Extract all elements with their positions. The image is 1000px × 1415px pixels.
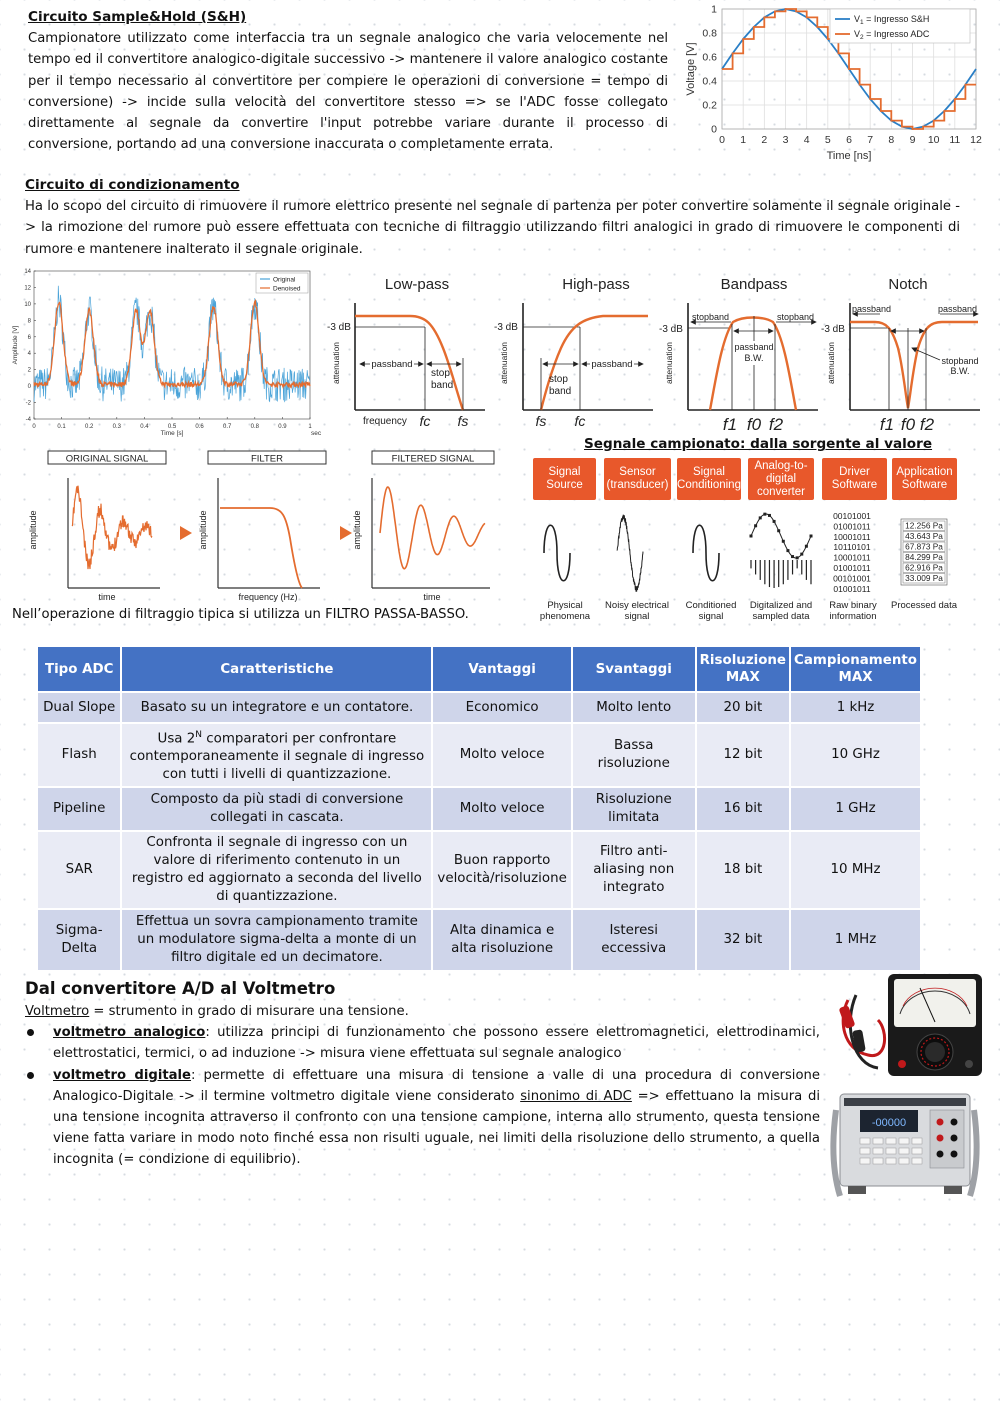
bandpass-title: Bandpass [720, 276, 788, 293]
analog-multimeter-image [838, 970, 988, 1078]
x-tick-label: 2 [761, 134, 768, 146]
notch-diagram [821, 276, 980, 434]
pipeline-box-driver: Driver Software [822, 458, 887, 500]
bandpass-db: -3 dB [659, 324, 683, 335]
y-tick-label: 0.2 [702, 99, 717, 112]
table-cell: Molto lento [572, 692, 696, 723]
table-row [37, 831, 921, 909]
highpass-db: -3 dB [494, 322, 518, 333]
binary-value: 10001011 [833, 531, 871, 542]
lowpass-frequency: frequency [363, 416, 407, 427]
caption-processed: Processed data [890, 600, 957, 611]
x-tick-label: 7 [867, 134, 874, 146]
table-header: Caratteristiche [121, 646, 432, 692]
table-cell: Composto da più stadi di conversione collegati in cascata. [121, 787, 432, 831]
y-tick-label: 12 [24, 285, 31, 292]
bandpass-bw: B.W. [744, 353, 764, 363]
notch-passband-right: passband [938, 304, 978, 314]
caption-conditioned: Conditioned signal [685, 600, 737, 622]
table-header: Risoluzione MAX [696, 646, 790, 692]
x-tick-label: 9 [909, 134, 916, 146]
filtered-amplitude: amplitude [352, 510, 362, 550]
voltmeter-definition-text: = strumento in grado di misurare una tensione. [89, 1004, 409, 1019]
list-item [25, 1022, 820, 1064]
filter-amplitude: amplitude [198, 510, 208, 550]
y-tick-label: 0.8 [702, 27, 717, 40]
processed-value: 43.643 Pa [905, 531, 943, 541]
bandpass-stopband-left: stopband [692, 312, 730, 322]
arrow-icon [340, 526, 352, 540]
x-axis-label: Time [s] [160, 430, 184, 437]
binary-value: 10110101 [833, 542, 871, 553]
bandpass-f1: f1 [722, 415, 738, 434]
highpass-ylabel: attenuation [499, 341, 509, 385]
binary-value: 01001011 [833, 583, 871, 594]
table-cell: 10 GHz [790, 723, 921, 787]
y-tick-label: 1 [711, 3, 717, 16]
table-cell: Usa $2^N$ comparatori per confrontare contemporaneamente il segnale di ingresso con tutti i livelli di quantizzazione. [121, 723, 432, 787]
table-cell: SAR [37, 831, 121, 909]
lowpass-band: band [431, 380, 454, 391]
sample-hold-chart [680, 0, 985, 168]
table-cell: Flash [37, 723, 121, 787]
bandpass-stopband-right: stopband [777, 312, 815, 322]
digital-voltmeter-text-2: => effettuano la misura di una tensione incognita attraverso il confronto con una tensione campione, interna allo strumento, questa tensione viene fatta variare in modo noto finché essa non risulti uguale, nei limiti della risoluzione dello strumento, a quella incognita (= condizione di equilibrio). [53, 1088, 820, 1168]
x-tick-label: 0.3 [112, 424, 121, 430]
conditioning-note: Nell’operazione di filtraggio tipica si utilizza un FILTRO PASSA-BASSO. [12, 607, 469, 622]
legend-entry: Original [273, 276, 296, 284]
highpass-band: band [549, 386, 572, 397]
bandpass-f0: f0 [746, 415, 762, 434]
conditioning-section [25, 175, 960, 260]
binary-value: 00101001 [833, 573, 871, 584]
caption-binary: Raw binary information [829, 600, 877, 622]
legend-entry: Denoised [273, 285, 301, 293]
x-tick-label: 11 [949, 134, 961, 146]
binary-value: 00101001 [833, 511, 871, 521]
x-tick-label: 0.8 [250, 424, 259, 430]
bandpass-ylabel: attenuation [664, 341, 674, 385]
notch-bw: B.W. [950, 366, 970, 376]
y-tick-label: 0 [27, 384, 31, 391]
table-cell: 12 bit [696, 723, 790, 787]
bandpass-passband: passband [734, 342, 774, 352]
x-tick-label: 0.7 [223, 424, 232, 430]
x-tick-label: 0.5 [167, 424, 177, 430]
pipeline-box-source: Signal Source [533, 458, 596, 500]
y-tick-label: 2 [27, 367, 31, 374]
series-line-denoised [34, 301, 310, 387]
table-cell: Buon rapporto velocità/risoluzione [432, 831, 571, 909]
table-cell: 1 kHz [790, 692, 921, 723]
pipeline-signals [533, 506, 963, 600]
y-tick-label: 14 [24, 269, 31, 275]
notch-f2: f2 [919, 415, 935, 434]
x-tick-label: 0.4 [140, 424, 149, 430]
pipeline-title: Segnale campionato: dalla sorgente al valore [584, 436, 933, 452]
binary-value: 01001011 [833, 521, 871, 532]
caption-physical: Physical phenomena [539, 600, 591, 622]
table-cell: 10 MHz [790, 831, 921, 909]
highpass-passband: passband [591, 359, 633, 370]
x-tick-label: 0 [32, 424, 36, 430]
table-cell: Effettua un sovra campionamento tramite un modulatore sigma-delta a monte di un filtro digitale ed un decimatore. [121, 909, 432, 971]
x-tick-label: 0.1 [57, 424, 66, 430]
list-item [25, 1065, 820, 1171]
y-tick-label: 8 [27, 318, 31, 325]
filter-responses-diagram [325, 268, 990, 438]
original-amplitude: amplitude [28, 510, 38, 550]
sample-hold-section [28, 7, 668, 155]
x-tick-label: 5 [824, 134, 831, 146]
processed-value: 12.256 Pa [905, 520, 943, 531]
table-cell: Alta dinamica e alta risoluzione [432, 909, 571, 971]
notch-stopband: stopband [941, 356, 979, 366]
table-cell: Filtro anti-aliasing non integrato [572, 831, 696, 909]
y-tick-label: -2 [25, 400, 31, 407]
table-cell: Isteresi eccessiva [572, 909, 696, 971]
filtered-waveform [380, 487, 485, 569]
pipeline-box-sensor: Sensor (transducer) [604, 458, 671, 500]
y-axis-label: Amplitude [V] [12, 325, 19, 365]
x-tick-label: 10 [927, 134, 940, 146]
analog-voltmeter-term: voltmetro analogico [53, 1025, 206, 1041]
x-tick-label: 1 [740, 134, 747, 146]
highpass-stop: stop [549, 374, 568, 385]
table-cell: Bassa risoluzione [572, 723, 696, 787]
y-tick-label: -4 [25, 417, 31, 423]
x-unit-label: sec [311, 430, 322, 437]
highpass-diagram [494, 276, 653, 429]
voltmeter-definition [25, 1001, 820, 1022]
lowpass-fc: fc [419, 413, 431, 429]
table-row [37, 787, 921, 831]
analog-voltmeter-text: : utilizza principi di funzionamento che possono essere elettromagnetici, elettrodinamici, elettrostatici, termici, o ad induzione -> misura viene effettuata sul segnale analogico [53, 1025, 821, 1062]
notch-f1: f1 [879, 415, 895, 434]
chart-legend [830, 9, 970, 43]
denoise-chart [10, 262, 320, 442]
voltmeter-title: Dal convertitore A/D al Voltmetro [25, 979, 336, 998]
adc-synonym: sinonimo di ADC [520, 1088, 632, 1104]
signal-filter-diagram [20, 448, 510, 604]
x-tick-label: 12 [970, 134, 982, 146]
table-cell: 20 bit [696, 692, 790, 723]
table-header: Vantaggi [432, 646, 571, 692]
sample-hold-text: Campionatore utilizzato come interfaccia tra un segnale analogico che varia velocemente nel tempo ed il convertitore analogico-digitale successivo -> mantenere il valore analogico costante per il tempo necessario al convertitore per compiere le operazioni di conversione = tempo di conversione) -> incide sulla velocità del convertitore stesso => se l'ADC fosse collegato direttamente al segnale da convertire l'input potrebbe variare durante il processo di conversione, portando ad una conversione inaccurata o completamente errata. [28, 31, 668, 153]
x-tick-label: 8 [888, 134, 895, 146]
table-cell: Basato su un integratore e un contatore. [121, 692, 432, 723]
table-header: Svantaggi [572, 646, 696, 692]
digitized-sample-bars [750, 513, 813, 588]
original-signal-label: ORIGINAL SIGNAL [65, 453, 149, 465]
noisy-sensor-waveform [617, 515, 643, 592]
table-cell: 1 MHz [790, 909, 921, 971]
y-axis-label: Voltage [V] [685, 42, 697, 96]
lowpass-ylabel: attenuation [331, 341, 341, 385]
binary-value: 10001011 [833, 552, 871, 563]
bandpass-f2: f2 [768, 415, 784, 434]
lowpass-db: -3 dB [327, 322, 351, 333]
notch-ylabel: attenuation [826, 341, 836, 385]
table-header: Tipo ADC [37, 646, 121, 692]
table-header-row [37, 646, 921, 692]
lowpass-diagram [327, 276, 485, 429]
table-header: Campionamento MAX [790, 646, 921, 692]
x-tick-label: 3 [782, 134, 789, 146]
table-cell: Dual Slope [37, 692, 121, 723]
table-cell: Sigma-Delta [37, 909, 121, 971]
voltmeter-list [25, 1022, 820, 1170]
lowpass-fs: fs [457, 413, 469, 429]
processed-value: 84.299 Pa [905, 552, 943, 562]
arrow-icon [180, 526, 192, 540]
adc-comparison-table [36, 645, 922, 972]
chart-legend [256, 273, 308, 293]
filter-frequency: frequency (Hz) [238, 592, 298, 602]
x-tick-label: 0.9 [278, 424, 287, 430]
pipeline-box-adc: Analog-to-digital converter [748, 458, 814, 500]
binary-list [833, 511, 871, 594]
x-tick-label: 1 [308, 424, 312, 430]
y-tick-label: 0.4 [702, 75, 717, 88]
table-cell: Molto veloce [432, 787, 571, 831]
caption-noisy: Noisy electrical signal [605, 600, 669, 622]
notch-title: Notch [888, 276, 928, 293]
table-row [37, 692, 921, 723]
highpass-fs: fs [535, 413, 547, 429]
table-cell: 16 bit [696, 787, 790, 831]
bandpass-diagram [659, 276, 818, 434]
table-cell: 32 bit [696, 909, 790, 971]
original-time: time [98, 592, 116, 602]
filtered-signal-label: FILTERED SIGNAL [391, 453, 475, 465]
legend-entry: $V_2$ = Ingresso ADC [854, 29, 930, 41]
binary-value: 01001011 [833, 563, 871, 573]
voltmeter-section [25, 1001, 820, 1171]
x-tick-label: 0.6 [195, 424, 204, 430]
lowpass-passband: passband [371, 359, 413, 370]
notch-passband-left: passband [852, 304, 892, 314]
processed-value: 62.916 Pa [905, 562, 943, 573]
multimeter-display: -00000 [871, 1117, 907, 1129]
table-cell: 1 GHz [790, 787, 921, 831]
y-tick-label: 4 [27, 351, 31, 358]
legend-entry: $V_1$ = Ingresso S&H [854, 14, 930, 26]
digital-voltmeter-text-1: : permette di effettuare una misura di tensione a valle di una procedura di conversione Analogico-Digitale -> il termine voltmetro digitale viene considerato [53, 1067, 820, 1104]
filtered-time: time [423, 592, 441, 602]
x-tick-label: 0 [719, 134, 725, 146]
y-tick-label: 0.6 [702, 51, 717, 64]
processed-value: 67.873 Pa [905, 541, 943, 552]
filter-label: FILTER [250, 453, 284, 465]
sample-envelope [751, 514, 811, 558]
processed-values [903, 521, 945, 584]
pipeline-box-conditioning: Signal Conditioning [677, 458, 741, 500]
superscript-n: N [195, 730, 203, 740]
caption-digitized: Digitalized and sampled data [749, 600, 813, 622]
digital-voltmeter-term: voltmetro digitale [53, 1067, 192, 1083]
original-noisy-waveform [72, 486, 152, 569]
y-tick-label: 10 [24, 301, 31, 308]
x-tick-label: 0.2 [85, 424, 94, 430]
x-tick-label: 6 [846, 134, 852, 146]
highpass-title: High-pass [562, 276, 630, 293]
table-cell: Risoluzione limitata [572, 787, 696, 831]
table-row [37, 723, 921, 787]
highpass-fc: fc [574, 413, 586, 429]
lowpass-stop: stop [431, 368, 450, 379]
table-cell: 18 bit [696, 831, 790, 909]
processed-value: 33.009 Pa [905, 573, 943, 583]
voltmeter-term: Voltmetro [25, 1004, 90, 1019]
table-cell: Economico [432, 692, 571, 723]
conditioning-title: Circuito di condizionamento [25, 177, 240, 193]
y-tick-label: 6 [27, 334, 31, 341]
pipeline-box-application: Application Software [892, 458, 957, 500]
table-cell: Molto veloce [432, 723, 571, 787]
x-axis-label: Time [ns] [826, 150, 872, 162]
notch-f0: f0 [900, 415, 916, 434]
x-tick-label: 4 [803, 134, 810, 146]
sample-hold-title: Circuito Sample&Hold (S&H) [28, 9, 247, 25]
conditioning-text: Ha lo scopo del circuito di rimuovere il rumore elettrico presente nel segnale di partenza per poter convertire solamente il segnale originale -> la rimozione del rumore può essere effettuata con tecniche di filtraggio utilizzando filtri analogici in grado di rimuovere le componenti di rumore e mantenere inalterato il segnale originale. [25, 199, 960, 257]
lowpass-title: Low-pass [384, 276, 450, 293]
table-cell: Confronta il segnale di ingresso con un valore di riferimento contenuto in un registro ed aggiornato a seconda del livello di quantizzazione. [121, 831, 432, 909]
table-row [37, 909, 921, 971]
notch-db: -3 dB [821, 324, 845, 335]
digital-multimeter-image [830, 1090, 980, 1200]
table-cell: Pipeline [37, 787, 121, 831]
y-tick-label: 0 [711, 123, 717, 136]
